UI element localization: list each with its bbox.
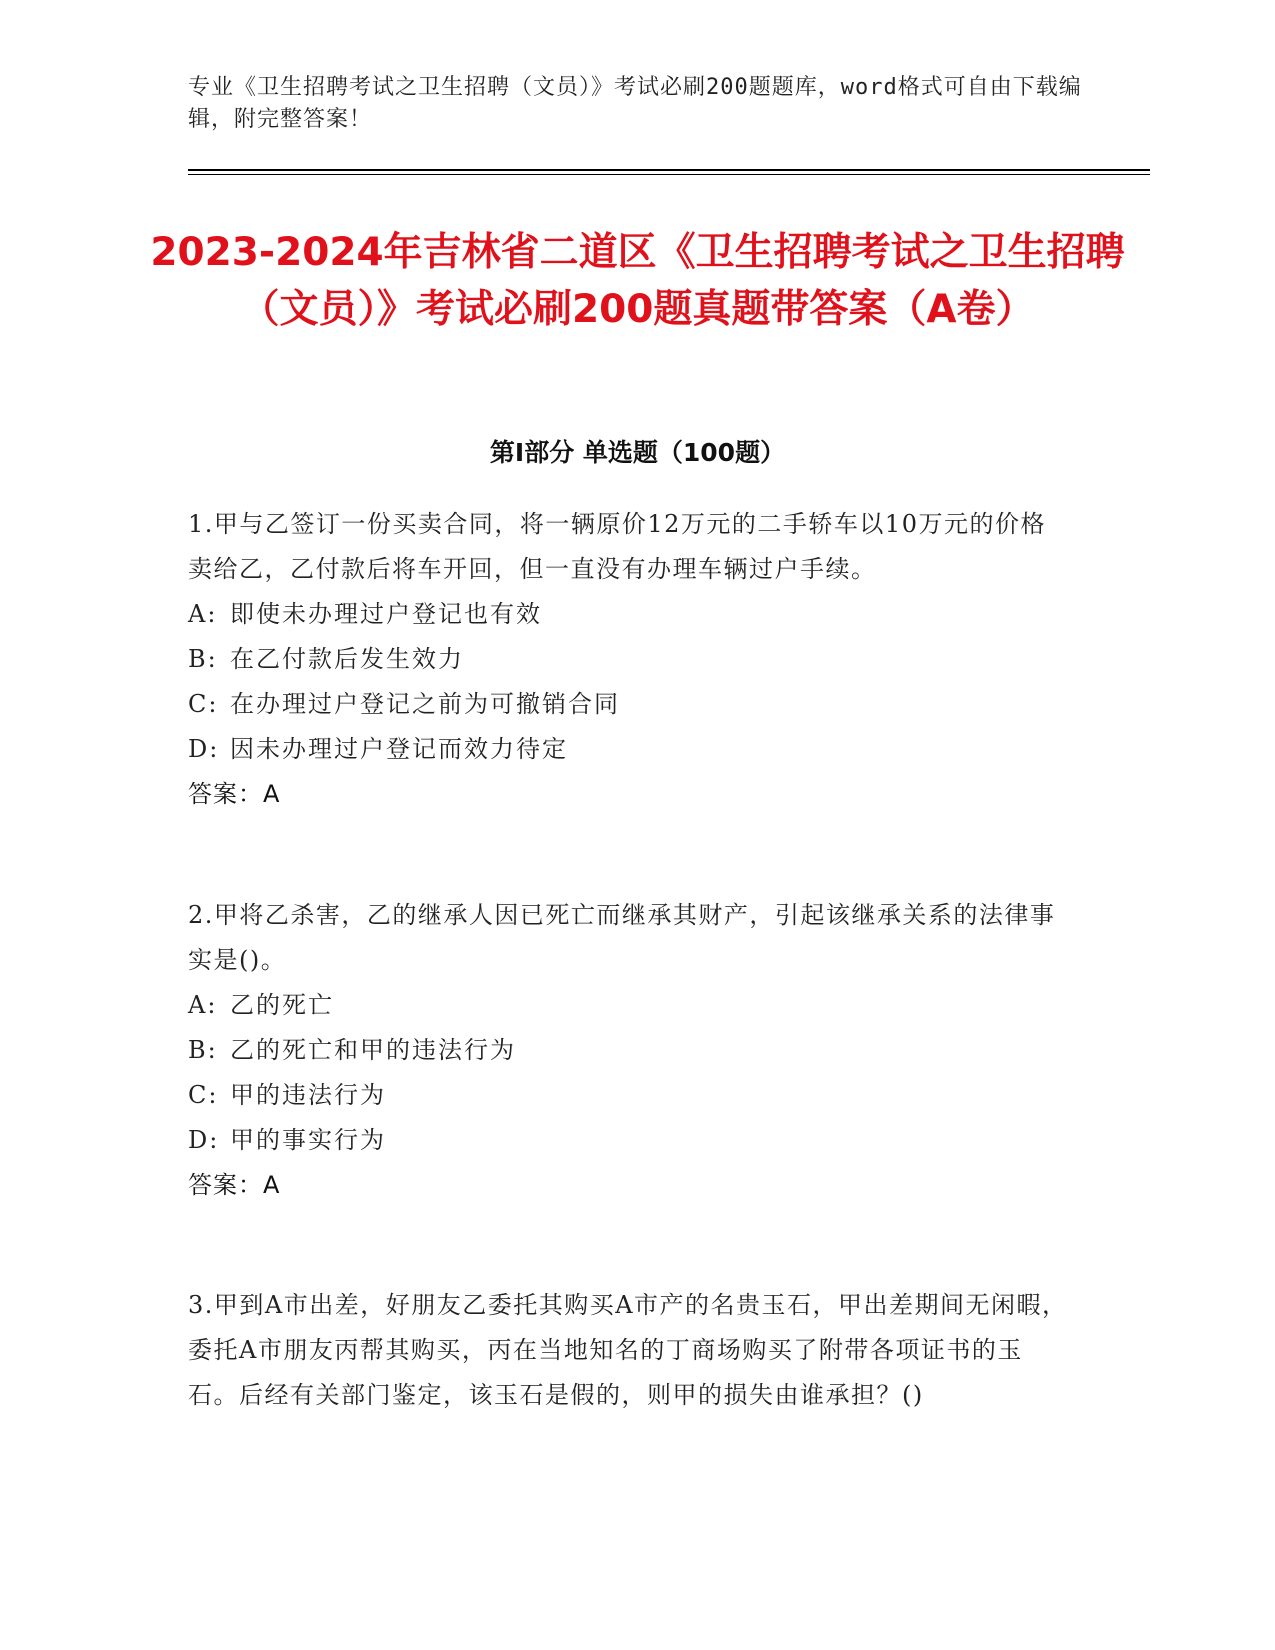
option-letter: D: [188, 735, 220, 763]
answer: 答案：A [188, 780, 281, 808]
option-letter: B: [188, 645, 218, 673]
question-stem: 1.甲与乙签订一份买卖合同，将一辆原价12万元的二手轿车以10万元的价格卖给乙，乙付款后将车开回，但一直没有办理车辆过户手续。 [188, 510, 1046, 583]
option-letter: D: [188, 1126, 220, 1154]
option-text: 因未办理过户登记而效力待定 [230, 735, 568, 763]
option-a [188, 983, 1068, 1028]
option-text: 在办理过户登记之前为可撤销合同 [230, 690, 620, 718]
question-stem: 3.甲到A市出差，好朋友乙委托其购买A市产的名贵玉石，甲出差期间无闲暇，委托A市朋友丙帮其购买，丙在当地知名的丁商场购买了附带各项证书的玉石。后经有关部门鉴定，该玉石是假的，则甲的损失由谁承担？() [188, 1291, 1068, 1409]
option-text: 乙的死亡 [230, 991, 334, 1019]
option-d [188, 1118, 1068, 1163]
option-d [188, 727, 1068, 772]
option-b [188, 637, 1068, 682]
section-title: 第Ⅰ部分 单选题（100题） [489, 438, 786, 467]
header-note: 专业《卫生招聘考试之卫生招聘（文员）》考试必刷200题题库，word格式可自由下载编辑，附完整答案！ [188, 75, 1082, 132]
question-2 [188, 893, 1068, 1208]
option-c [188, 1073, 1068, 1118]
option-letter: C: [188, 690, 219, 718]
option-a [188, 592, 1068, 637]
document-title: 2023-2024年吉林省二道区《卫生招聘考试之卫生招聘（文员）》考试必刷200题真题带答案（A卷） [150, 230, 1125, 332]
option-text: 即使未办理过户登记也有效 [230, 600, 542, 628]
header-divider-top [188, 169, 1150, 171]
option-b [188, 1028, 1068, 1073]
option-c [188, 682, 1068, 727]
option-text: 乙的死亡和甲的违法行为 [230, 1036, 516, 1064]
option-letter: B: [188, 1036, 218, 1064]
question-3 [188, 1283, 1068, 1418]
option-text: 甲的违法行为 [230, 1081, 386, 1109]
answer: 答案：A [188, 1171, 281, 1199]
option-text: 甲的事实行为 [230, 1126, 386, 1154]
header-divider-bottom [188, 174, 1150, 175]
option-letter: A: [188, 991, 218, 1019]
question-stem: 2.甲将乙杀害，乙的继承人因已死亡而继承其财产，引起该继承关系的法律事实是()。 [188, 901, 1056, 974]
option-letter: C: [188, 1081, 219, 1109]
option-letter: A: [188, 600, 218, 628]
question-1 [188, 502, 1068, 817]
option-text: 在乙付款后发生效力 [230, 645, 464, 673]
